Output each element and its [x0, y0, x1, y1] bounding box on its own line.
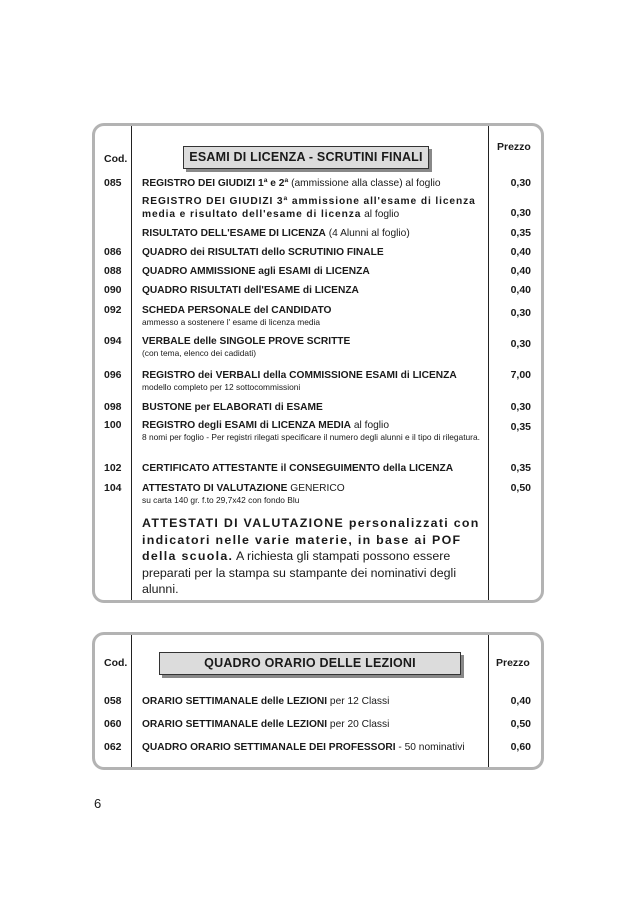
- item-price: 0,30: [510, 338, 531, 350]
- item-code: 090: [104, 284, 122, 296]
- item-code: 088: [104, 265, 122, 277]
- column-header-code: Cod.: [104, 657, 128, 669]
- exam-price-list: [92, 123, 544, 603]
- item-name: QUADRO AMMISSIONE agli ESAMI di LICENZA: [142, 266, 370, 277]
- column-header-price: Prezzo: [496, 657, 530, 669]
- item-price: 0,30: [510, 401, 531, 413]
- item-code: 098: [104, 401, 122, 413]
- item-code: 062: [104, 741, 122, 753]
- item-name: VERBALE delle SINGOLE PROVE SCRITTE: [142, 336, 351, 347]
- timetable-price-list: [92, 632, 544, 770]
- item-code: 086: [104, 246, 122, 258]
- item-note: - 50 nominativi: [395, 742, 465, 753]
- item-price: 7,00: [510, 369, 531, 381]
- item-note: al foglio: [361, 209, 400, 220]
- item-code: 104: [104, 482, 122, 494]
- item-code: 094: [104, 335, 122, 347]
- item-code: 058: [104, 695, 122, 707]
- section-title: QUADRO ORARIO DELLE LEZIONI: [159, 652, 461, 675]
- item-name: BUSTONE per ELABORATI di ESAME: [142, 402, 323, 413]
- item-name: REGISTRO DEI GIUDIZI 1ª e 2ª: [142, 178, 289, 189]
- item-note: per 20 Classi: [327, 719, 390, 730]
- page-number: 6: [94, 796, 102, 811]
- promo-text: [142, 515, 480, 598]
- item-subnote: 8 nomi per foglio - Per registri rilegati specificare il numero degli alunni e il tipo di rilegatura.: [142, 432, 480, 442]
- item-price: 0,35: [510, 462, 531, 474]
- item-price: 0,40: [510, 265, 531, 277]
- item-price: 0,30: [510, 307, 531, 319]
- item-description: [142, 718, 482, 731]
- item-note: (4 Alunni al foglio): [325, 228, 410, 239]
- item-name: ORARIO SETTIMANALE delle LEZIONI: [142, 696, 328, 707]
- item-description: [142, 419, 482, 443]
- code-column-divider: [131, 635, 132, 767]
- item-name: SCHEDA PERSONALE del CANDIDATO: [142, 305, 332, 316]
- item-subnote: su carta 140 gr. f.to 29,7x42 con fondo Blu: [142, 495, 300, 505]
- section-title: ESAMI DI LICENZA - SCRUTINI FINALI: [183, 146, 429, 169]
- item-code: 060: [104, 718, 122, 730]
- item-note: GENERICO: [287, 483, 345, 494]
- item-description: [142, 284, 482, 297]
- item-price: 0,50: [510, 718, 531, 730]
- item-note: al foglio: [351, 420, 389, 431]
- item-price: 0,30: [510, 177, 531, 189]
- item-description: [142, 462, 482, 475]
- item-code: 096: [104, 369, 122, 381]
- item-price: 0,35: [510, 227, 531, 239]
- item-subnote: modello completo per 12 sottocommissioni: [142, 382, 301, 392]
- item-description: [142, 227, 482, 240]
- item-name: QUADRO ORARIO SETTIMANALE DEI PROFESSORI: [142, 742, 396, 753]
- item-name: REGISTRO DEI GIUDIZI 3ª ammissione all'esame di licenza media e risultato dell'esame di licenza: [142, 196, 476, 220]
- item-code: 085: [104, 177, 122, 189]
- item-code: 100: [104, 419, 122, 431]
- item-price: 0,30: [510, 207, 531, 219]
- column-header-code: Cod.: [104, 153, 128, 165]
- item-code: 102: [104, 462, 122, 474]
- price-column-divider: [488, 126, 489, 600]
- price-column-divider: [488, 635, 489, 767]
- code-column-divider: [131, 126, 132, 600]
- item-description: [142, 695, 482, 708]
- item-price: 0,60: [510, 741, 531, 753]
- promo-normal: A richiesta gli stampati possono essere preparati per la stampa su stampante dei nominativi degli alunni.: [142, 549, 457, 596]
- column-header-price: Prezzo: [497, 141, 531, 153]
- item-name: REGISTRO dei VERBALI della COMMISSIONE ESAMI di LICENZA: [142, 370, 457, 381]
- item-description: [142, 369, 482, 393]
- item-price: 0,50: [510, 482, 531, 494]
- item-description: [142, 482, 482, 506]
- item-price: 0,35: [510, 421, 531, 433]
- item-description: [142, 246, 482, 259]
- item-note: (ammissione alla classe) al foglio: [288, 178, 441, 189]
- item-description: [142, 195, 482, 221]
- item-price: 0,40: [510, 695, 531, 707]
- item-description: [142, 335, 482, 359]
- item-name: QUADRO RISULTATI dell'ESAME di LICENZA: [142, 285, 359, 296]
- item-subnote: (con tema, elenco dei cadidati): [142, 348, 257, 358]
- item-description: [142, 304, 482, 328]
- item-code: 092: [104, 304, 122, 316]
- item-name: RISULTATO DELL'ESAME DI LICENZA: [142, 228, 326, 239]
- item-name: REGISTRO degli ESAMI di LICENZA MEDIA: [142, 420, 352, 431]
- item-note: per 12 Classi: [327, 696, 390, 707]
- item-description: [142, 177, 482, 190]
- promo-bold: ATTESTATI DI VALUTAZIONE personalizzati con indicatori nelle varie materie, in base ai POF della scuola.: [142, 516, 480, 563]
- item-name: QUADRO dei RISULTATI dello SCRUTINIO FINALE: [142, 247, 384, 258]
- item-description: [142, 401, 482, 414]
- item-name: ATTESTATO DI VALUTAZIONE: [142, 483, 288, 494]
- item-description: [142, 265, 482, 278]
- item-description: [142, 741, 482, 754]
- item-subnote: ammesso a sostenere l' esame di licenza media: [142, 317, 321, 327]
- item-name: CERTIFICATO ATTESTANTE il CONSEGUIMENTO della LICENZA: [142, 463, 454, 474]
- item-price: 0,40: [510, 284, 531, 296]
- item-name: ORARIO SETTIMANALE delle LEZIONI: [142, 719, 328, 730]
- item-price: 0,40: [510, 246, 531, 258]
